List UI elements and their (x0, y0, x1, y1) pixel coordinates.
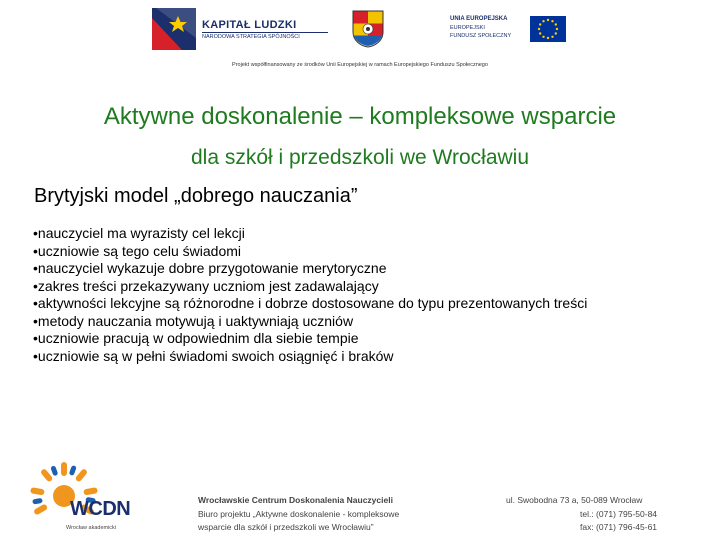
footer-phone: tel.: (071) 795-50-84 (580, 509, 658, 519)
bullet-item: •uczniowie pracują w odpowiednim dla siebie tempie (33, 330, 359, 346)
kapital-ludzki-subtitle: NARODOWA STRATEGIA SPÓJNOŚCI (202, 34, 300, 40)
bullet-item: •uczniowie są tego celu świadomi (33, 242, 242, 259)
footer-org-name: Wrocławskie Centrum Doskonalenia Nauczycieli (198, 495, 393, 505)
footer-address: ul. Swobodna 73 a, 50-089 Wrocław (506, 495, 643, 505)
eu-logo-line2: EUROPEJSKI (450, 25, 485, 31)
page-title-line2: dla szkół i przedszkoli we Wrocławiu (190, 146, 530, 169)
eu-logo-line3: FUNDUSZ SPOŁECZNY (450, 33, 512, 39)
footer-project-line1: Biuro projektu „Aktywne doskonalenie - kompleksowe (198, 509, 400, 519)
eu-flag-icon (530, 16, 566, 42)
eu-logo-line1: UNIA EUROPEJSKA (450, 16, 508, 22)
wroclaw-crest-icon (352, 10, 384, 48)
kapital-ludzki-divider (202, 32, 328, 33)
footer-project-line2: wsparcie dla szkół i przedszkoli we Wrocławiu” (198, 522, 374, 532)
wcdn-logo-text: WCDN (70, 498, 131, 520)
bullet-item: •uczniowie są w pełni świadomi swoich osiągnięć i braków (33, 347, 394, 364)
footer-fax: fax: (071) 796-45-61 (580, 522, 658, 532)
bullet-item: •nauczyciel ma wyrazisty cel lekcji (33, 225, 245, 241)
section-subtitle: Brytyjski model „dobrego nauczania” (34, 185, 358, 207)
bullet-item: •zakres treści przekazywany uczniom jest zadawalający (33, 277, 379, 294)
page-title-line1: Aktywne doskonalenie – kompleksowe wsparcie (103, 103, 617, 130)
bullet-item: •nauczyciel wykazuje dobre przygotowanie merytoryczne (33, 260, 387, 276)
eu-efs-logo (450, 14, 570, 48)
kapital-ludzki-logo (152, 8, 332, 50)
bullet-item: •metody nauczania motywują i uaktywniają uczniów (33, 312, 354, 329)
cofinancing-note: Projekt współfinansowany ze środków Unii Europejskiej w ramach Europejskiego Funduszu Społecznego (232, 62, 488, 68)
kapital-ludzki-name: KAPITAŁ LUDZKI (202, 19, 297, 31)
wcdn-logo (28, 460, 168, 536)
kapital-ludzki-flag-icon (152, 8, 196, 50)
wcdn-logo-tagline: Wrocław akademicki (66, 525, 117, 531)
bullet-item: •aktywności lekcyjne są różnorodne i dobrze dostosowane do typu prezentowanych treści (33, 295, 588, 311)
bullet-list (33, 225, 593, 365)
